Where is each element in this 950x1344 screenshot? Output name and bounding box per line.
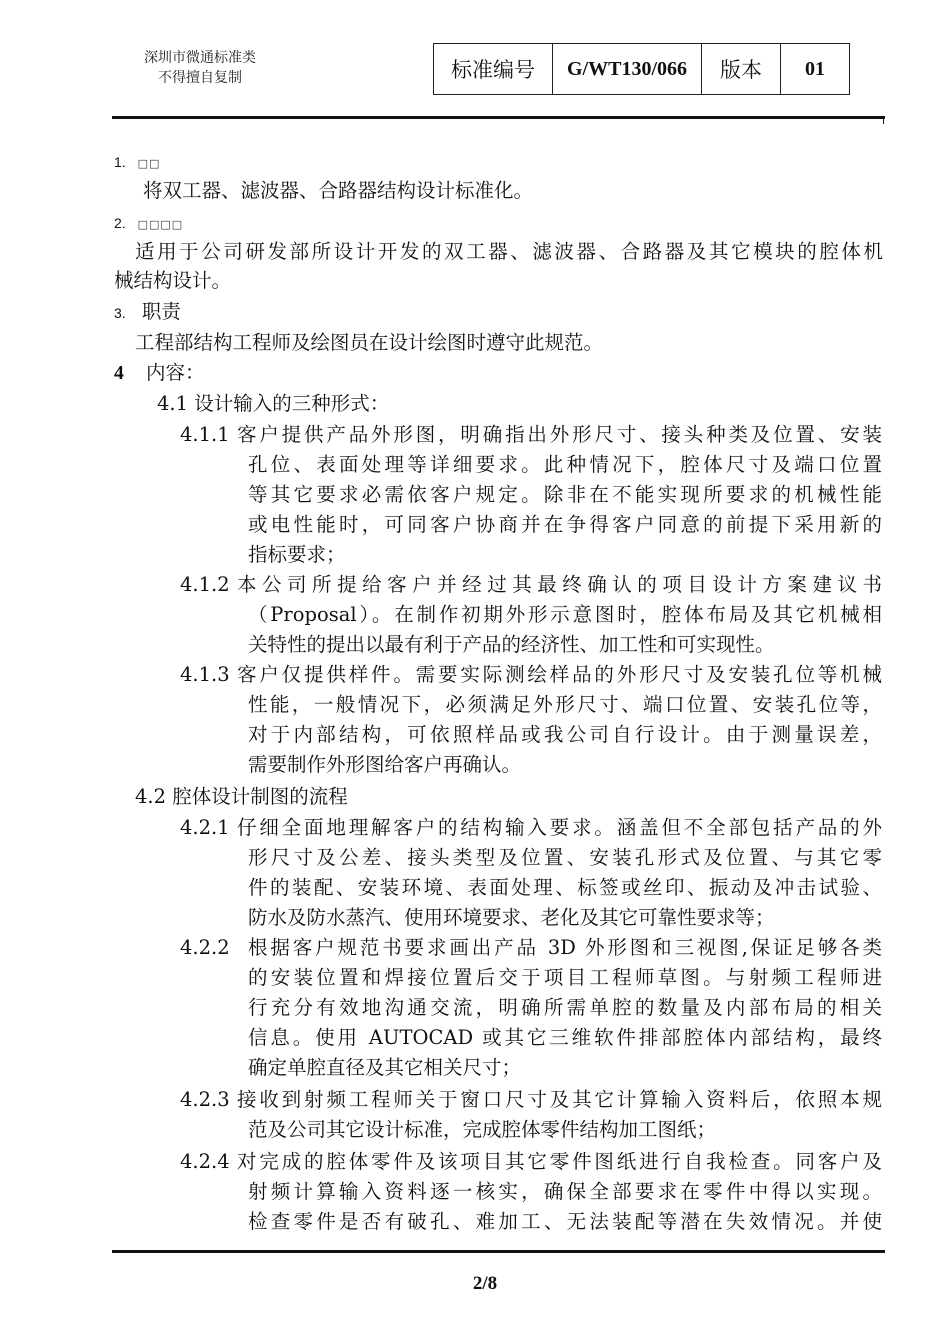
item-4-2-1-line: 形尺寸及公差、接头类型及位置、安装孔形式及位置、与其它零 — [248, 846, 882, 869]
section-3-number: 3. — [114, 305, 126, 321]
item-4-2-4-line: 射频计算输入资料逐一核实，确保全部要求在零件中得以实现。 — [248, 1180, 882, 1203]
item-4-2-2-number: 4.2.2 — [180, 936, 230, 959]
item-4-1-1-line: 指标要求； — [248, 543, 346, 566]
section-1-heading — [114, 154, 160, 170]
version-value: 01 — [781, 44, 850, 95]
item-4-2-1-line: 防水及防水蒸汽、使用环境要求、老化及其它可靠性要求等； — [248, 906, 775, 929]
item-4-2-4-line: 检查零件是否有破孔、难加工、无法装配等潜在失效情况。并使 — [248, 1210, 882, 1233]
item-4-1-2-line: 本公司所提给客户并经过其最终确认的项目设计方案建议书 — [237, 573, 882, 596]
std-no-label: 标准编号 — [434, 44, 553, 95]
section-4-2-title: 4.2 腔体设计制图的流程 — [135, 785, 348, 808]
item-4-2-3-line: 范及公司其它设计标准，完成腔体零件结构加工图纸； — [248, 1118, 717, 1141]
item-4-1-1-number: 4.1.1 — [180, 423, 230, 446]
item-4-2-4-number: 4.2.4 — [180, 1150, 230, 1173]
section-2-heading — [114, 215, 183, 231]
section-4-title: 内容： — [145, 361, 205, 384]
page-number: 2/8 — [472, 1273, 498, 1294]
section-4-heading — [114, 358, 204, 389]
item-4-2-2-line: 的安装位置和焊接位置后交于项目工程师草图。与射频工程师进 — [248, 966, 882, 989]
section-1-title: □□ — [137, 157, 161, 170]
item-4-1-1-line: 客户提供产品外形图，明确指出外形尺寸、接头种类及位置、安装 — [237, 423, 882, 446]
std-no-value: G/WT130/066 — [553, 44, 702, 95]
item-4-1-3-line: 需要制作外形图给客户再确认。 — [248, 753, 522, 776]
section-2-text-line-1: 适用于公司研发部所设计开发的双工器、滤波器、合路器及其它模块的腔体机 — [135, 240, 883, 263]
item-4-2-1-line: 仔细全面地理解客户的结构输入要求。涵盖但不全部包括产品的外 — [237, 816, 882, 839]
section-1-number: 1. — [114, 154, 126, 170]
item-4-2-2-line: 行充分有效地沟通交流，明确所需单腔的数量及内部布局的相关 — [248, 996, 882, 1019]
item-4-2-3-line: 接收到射频工程师关于窗口尺寸及其它计算输入资料后，依照本规 — [237, 1088, 882, 1111]
item-4-2-4-line: 对完成的腔体零件及该项目其它零件图纸进行自我检查。同客户及 — [237, 1150, 882, 1173]
section-2-text-line-2: 械结构设计。 — [114, 269, 232, 292]
company-line-2: 不得擅自复制 — [158, 70, 242, 86]
item-4-2-3-number: 4.2.3 — [180, 1088, 230, 1111]
section-4-number: 4 — [114, 363, 124, 384]
header-rule — [112, 116, 885, 119]
section-1-text: 将双工器、滤波器、合路器结构设计标准化。 — [143, 179, 534, 202]
section-2-number: 2. — [114, 215, 126, 231]
version-label: 版本 — [702, 44, 781, 95]
item-4-1-1-line: 孔位、表面处理等详细要求。此种情况下，腔体尺寸及端口位置 — [248, 453, 882, 476]
company-line-1: 深圳市微通标准类 — [144, 50, 256, 66]
item-4-2-2-line: 根据客户规范书要求画出产品 3D 外形图和三视图,保证足够各类 — [248, 936, 882, 959]
item-4-2-2-line: 确定单腔直径及其它相关尺寸； — [248, 1056, 522, 1079]
item-4-2-2-line: 信息。使用 AUTOCAD 或其它三维软件排部腔体内部结构，最终 — [248, 1026, 882, 1049]
item-4-2-1-number: 4.2.1 — [180, 816, 230, 839]
item-4-1-2-line: 关特性的提出以最有利于产品的经济性、加工性和可实现性。 — [248, 633, 775, 656]
item-4-1-3-line: 对于内部结构，可依照样品或我公司自行设计。由于测量误差， — [248, 723, 882, 746]
header-rule-tick — [883, 116, 884, 124]
item-4-1-2-line: （Proposal）。在制作初期外形示意图时，腔体布局及其它机械相 — [248, 603, 882, 626]
item-4-1-3-number: 4.1.3 — [180, 663, 230, 686]
section-2-title: □□□□ — [137, 218, 184, 231]
item-4-1-1-line: 等其它要求必需依客户规定。除非在不能实现所要求的机械性能 — [248, 483, 882, 506]
item-4-2-1-line: 件的装配、安装环境、表面处理、标签或丝印、振动及冲击试验、 — [248, 876, 882, 899]
section-3-heading — [114, 297, 181, 328]
section-3-text: 工程部结构工程师及绘图员在设计绘图时遵守此规范。 — [135, 331, 604, 354]
footer-rule — [112, 1250, 885, 1253]
company-stamp — [120, 48, 280, 88]
item-4-1-2-number: 4.1.2 — [180, 573, 230, 596]
section-3-title: 职责 — [141, 300, 181, 323]
section-4-1-title: 4.1 设计输入的三种形式： — [157, 392, 390, 415]
document-header-table — [433, 43, 850, 95]
item-4-1-3-line: 客户仅提供样件。需要实际测绘样品的外形尺寸及安装孔位等机械 — [237, 663, 882, 686]
item-4-1-1-line: 或电性能时，可同客户协商并在争得客户同意的前提下采用新的 — [248, 513, 882, 536]
item-4-1-3-line: 性能，一般情况下，必须满足外形尺寸、端口位置、安装孔位等， — [248, 693, 882, 716]
